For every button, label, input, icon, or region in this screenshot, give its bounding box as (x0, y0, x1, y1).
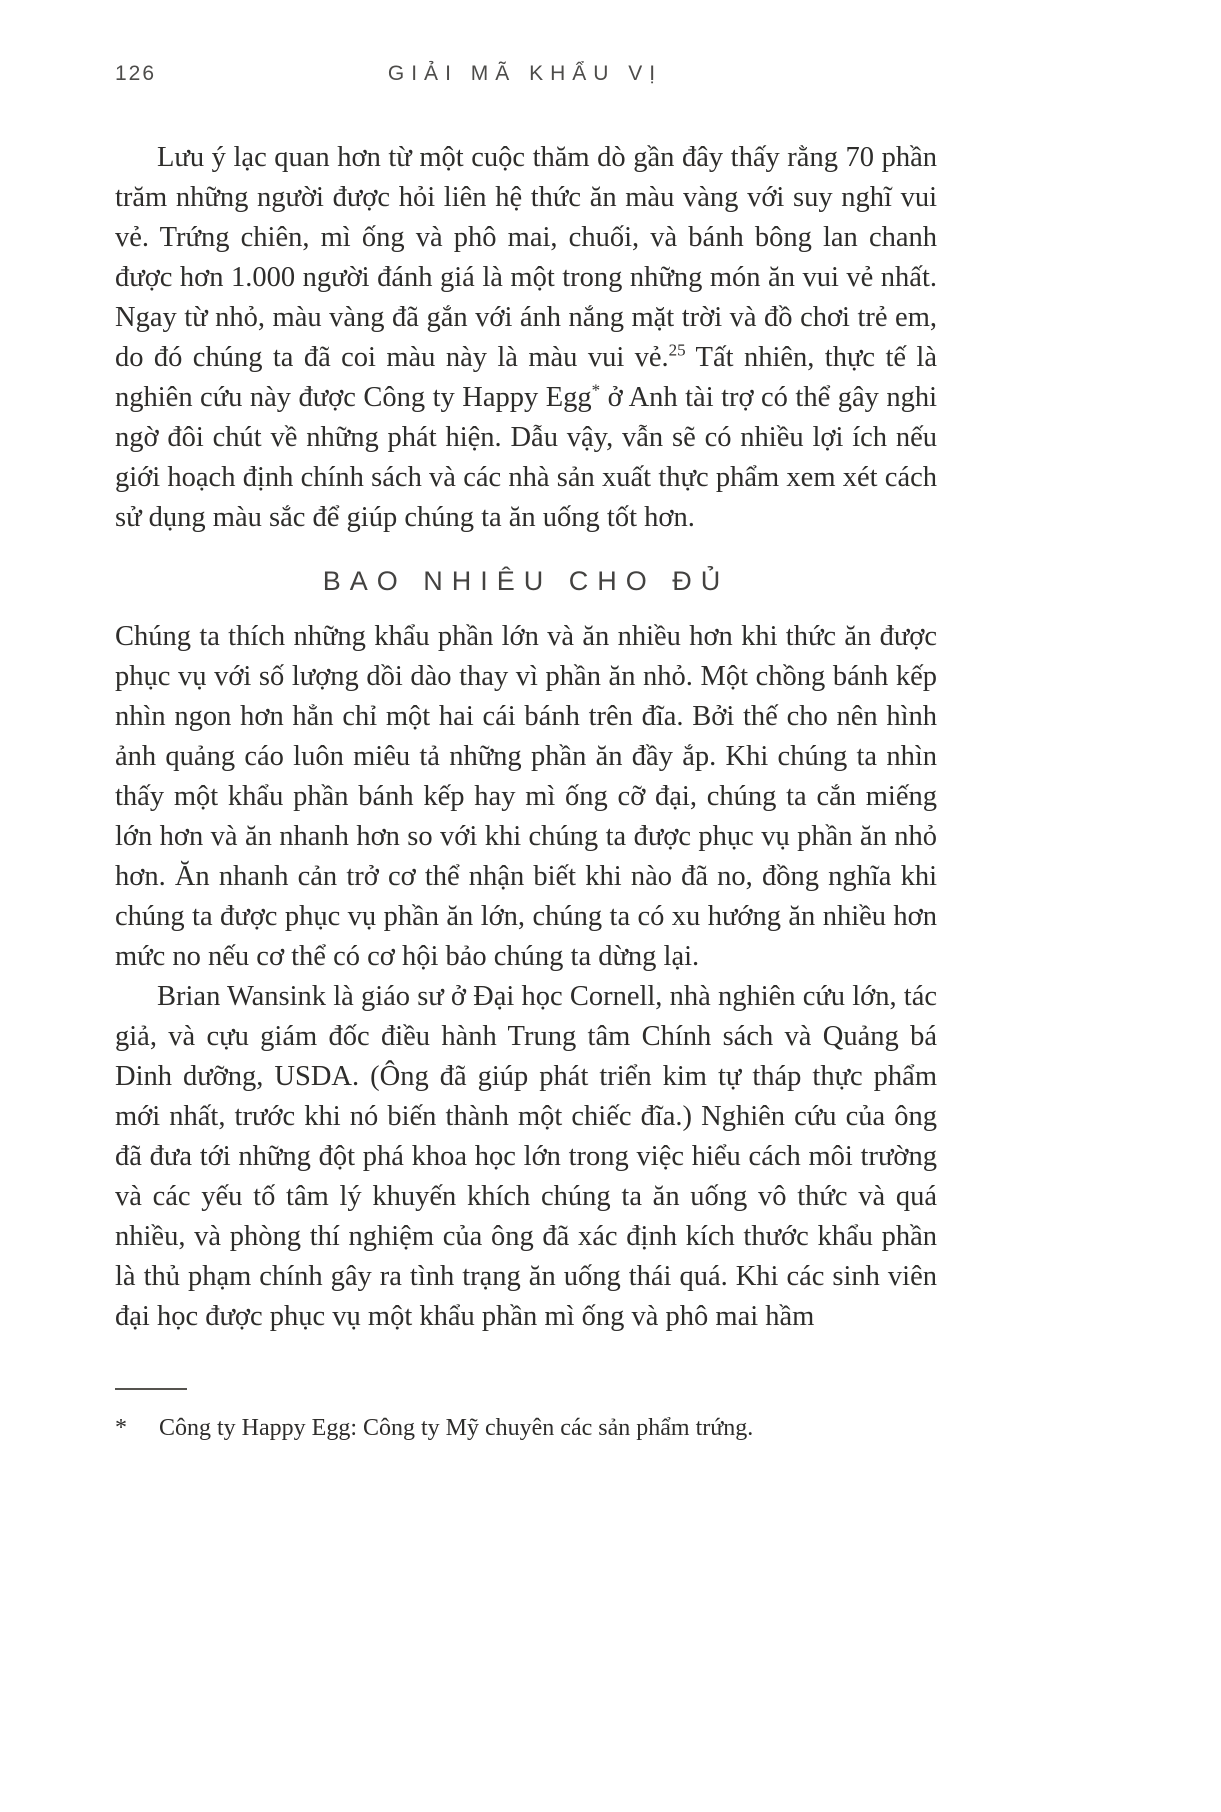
endnote-ref-25: 25 (668, 340, 686, 360)
paragraph-3: Brian Wansink là giáo sư ở Đại học Cornell, nhà nghiên cứu lớn, tác giả, và cựu giám đốc điều hành Trung tâm Chính sách và Quảng bá Dinh dưỡng, USDA. (Ông đã giúp phát triển kim tự tháp thực phẩm mới nhất, trước khi nó biến thành một chiếc đĩa.) Nghiên cứu của ông đã đưa tới những đột phá khoa học lớn trong việc hiểu cách môi trường và các yếu tố tâm lý khuyến khích chúng ta ăn uống vô thức và quá nhiều, và phòng thí nghiệm của ông đã xác định kích thước khẩu phần là thủ phạm chính gây ra tình trạng ăn uống thái quá. Khi các sinh viên đại học được phục vụ một khẩu phần mì ống và phô mai hầm (115, 981, 937, 1332)
paragraph-2: Chúng ta thích những khẩu phần lớn và ăn nhiều hơn khi thức ăn được phục vụ với số lượng dồi dào thay vì phần ăn nhỏ. Một chồng bánh kếp nhìn ngon hơn hẳn chỉ một hai cái bánh trên đĩa. Bởi thế cho nên hình ảnh quảng cáo luôn miêu tả những phần ăn đầy ắp. Khi chúng ta nhìn thấy một khẩu phần bánh kếp hay mì ống cỡ đại, chúng ta cắn miếng lớn hơn và ăn nhanh hơn so với khi chúng ta được phục vụ phần ăn nhỏ hơn. Ăn nhanh cản trở cơ thể nhận biết khi nào đã no, đồng nghĩa khi chúng ta được phục vụ phần ăn lớn, chúng ta có xu hướng ăn nhiều hơn mức no nếu cơ thể có cơ hội bảo chúng ta dừng lại. (115, 621, 937, 972)
page-number: 126 (115, 62, 157, 85)
footnote-ref-asterisk: * (591, 380, 601, 400)
footnote-marker: * (115, 1415, 127, 1441)
footnote (115, 1412, 937, 1444)
page-header (115, 62, 935, 92)
paragraph-1 (115, 138, 937, 538)
footnote-divider (115, 1388, 187, 1390)
section-heading: BAO NHIÊU CHO ĐỦ (322, 566, 730, 596)
footnote-area (115, 1388, 937, 1444)
running-title: GIẢI MÃ KHẨU VỊ (387, 62, 663, 85)
paragraph-1-text-cont: Tất nhiên, thực tế là nghiên cứu này được Công ty Happy Egg (115, 342, 937, 413)
footnote-text: Công ty Happy Egg: Công ty Mỹ chuyên các sản phẩm trứng. (159, 1415, 754, 1441)
paragraph-1-text: Lưu ý lạc quan hơn từ một cuộc thăm dò gần đây thấy rằng 70 phần trăm những người được hỏi liên hệ thức ăn màu vàng với suy nghĩ vui vẻ. Trứng chiên, mì ống và phô mai, chuối, và bánh bông lan chanh được hơn 1.000 người đánh giá là một trong những món ăn vui vẻ nhất. Ngay từ nhỏ, màu vàng đã gắn với ánh nắng mặt trời và đồ chơi trẻ em, do đó chúng ta đã coi màu này là màu vui vẻ. (115, 142, 937, 373)
paragraph-1-text-end: ở Anh tài trợ có thể gây nghi ngờ đôi chút về những phát hiện. Dẫu vậy, vẫn sẽ có nhiều lợi ích nếu giới hoạch định chính sách và các nhà sản xuất thực phẩm xem xét cách sử dụng màu sắc để giúp chúng ta ăn uống tốt hơn. (115, 382, 937, 533)
page-body (115, 138, 937, 1337)
